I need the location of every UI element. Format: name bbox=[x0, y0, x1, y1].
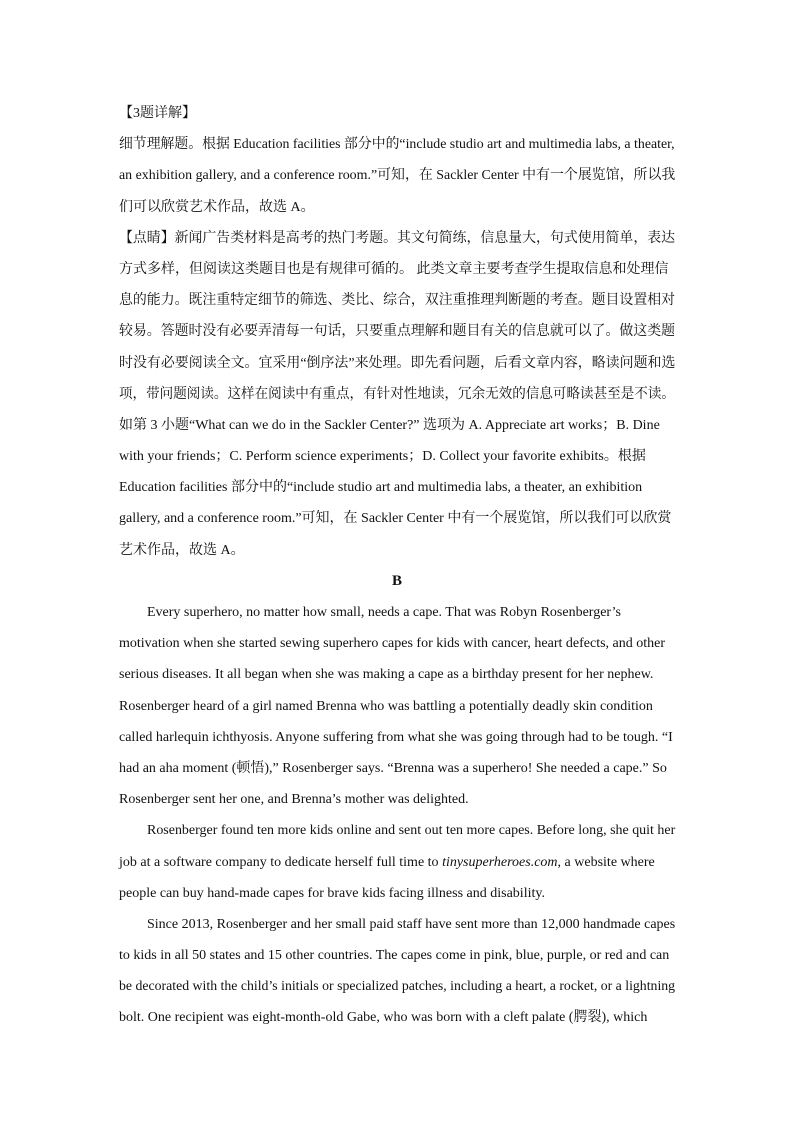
tip-line: Education facilities 部分中的“include studio art and multimedia labs, a theater, an exhibition bbox=[119, 480, 643, 496]
tip-line: gallery, and a conference room.”可知，在 Sackler Center 中有一个展览馆，所以我们可以欣赏 bbox=[119, 511, 672, 527]
passage-line: called harlequin ichthyosis. Anyone suffering from what she was going through had to be tough. “I bbox=[119, 729, 673, 745]
tip-line: 息的能力。既注重特定细节的筛选、类比、综合，双注重推理判断题的考查。题目设置相对 bbox=[119, 293, 676, 309]
q3-explanation-line: 们可以欣赏艺术作品，故选 A。 bbox=[119, 199, 315, 215]
tip-line: 方式多样，但阅读这类题目也是有规律可循的。 此类文章主要考查学生提取信息和处理信 bbox=[119, 261, 669, 277]
tip-line: with your friends；C. Perform science experiments；D. Collect your favorite exhibits。根据 bbox=[119, 449, 646, 465]
passage-line: had an aha moment (顿悟),” Rosenberger says. “Brenna was a superhero! She needed a cape.” So bbox=[119, 760, 667, 776]
passage-line: Rosenberger sent her one, and Brenna’s mother was delighted. bbox=[119, 792, 469, 808]
passage-line: job at a software company to dedicate herself full time to tinysuperheroes.com, a website where bbox=[119, 854, 655, 870]
tip-label: 【点睛】 bbox=[119, 230, 175, 246]
q3-explanation-line: 细节理解题。根据 Education facilities 部分中的“include studio art and multimedia labs, a theater, bbox=[119, 137, 675, 153]
passage-line: be decorated with the child’s initials or specialized patches, including a heart, a rocket, or a lightning bbox=[119, 979, 676, 995]
passage-line: Rosenberger found ten more kids online and sent out ten more capes. Before long, she quit her bbox=[147, 823, 676, 839]
passage-line: Since 2013, Rosenberger and her small paid staff have sent more than 12,000 handmade capes bbox=[147, 916, 676, 932]
answer-heading: 【3题详解】 bbox=[119, 106, 196, 121]
tip-line: 较易。答题时没有必要弄清每一句话，只要重点理解和题目有关的信息就可以了。做这类题 bbox=[119, 324, 676, 340]
passage-line: serious diseases. It all began when she was making a cape as a birthday present for her nephew. bbox=[119, 667, 654, 683]
tip-line: 项，带问题阅读。这样在阅读中有重点，有针对性地读，冗余无效的信息可略读甚至是不读。 bbox=[119, 386, 675, 402]
passage-line: Rosenberger heard of a girl named Brenna who was battling a potentially deadly skin condition bbox=[119, 698, 653, 714]
passage-line: Every superhero, no matter how small, needs a cape. That was Robyn Rosenberger’s bbox=[147, 605, 621, 620]
q3-explanation-line: an exhibition gallery, and a conference room.”可知，在 Sackler Center 中有一个展览馆，所以我 bbox=[119, 168, 676, 184]
passage-letter: B bbox=[391, 572, 402, 589]
passage-line: motivation when she started sewing superhero capes for kids with cancer, heart defects, and other bbox=[119, 636, 666, 652]
tip-line: 艺术作品，故选 A。 bbox=[119, 542, 245, 558]
document-page bbox=[119, 98, 675, 1034]
passage-line: people can buy hand-made capes for brave kids facing illness and disability. bbox=[119, 885, 545, 901]
tip-line: 时没有必要阅读全文。宜采用“倒序法”来处理。即先看问题，后看文章内容，略读问题和选 bbox=[119, 355, 676, 371]
website-link[interactable]: tinysuperheroes.com bbox=[442, 854, 558, 870]
tip-line: 【点睛】新闻广告类材料是高考的热门考题。其文句简练，信息量大，句式使用简单，表达 bbox=[119, 230, 676, 246]
passage-line: to kids in all 50 states and 15 other countries. The capes come in pink, blue, purple, or red and can bbox=[119, 948, 670, 964]
passage-line: bolt. One recipient was eight-month-old Gabe, who was born with a cleft palate (腭裂), which bbox=[119, 1010, 648, 1026]
tip-line: 如第 3 小题“What can we do in the Sackler Center?” 选项为 A. Appreciate art works；B. Dine bbox=[119, 417, 660, 433]
